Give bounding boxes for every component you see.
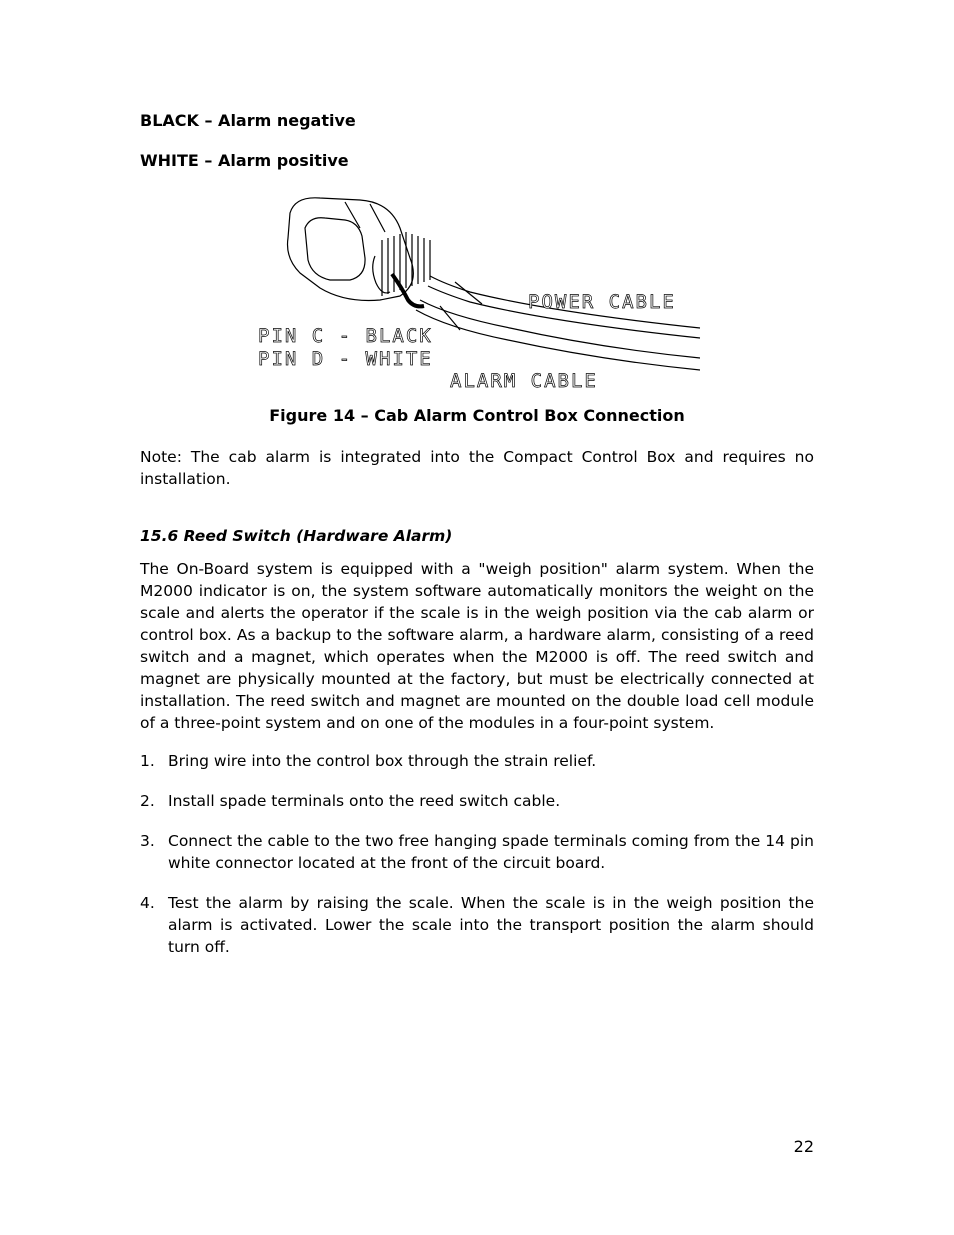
step-text: Test the alarm by raising the scale. When the scale is in the weigh position the alarm is activated. Lower the scale into the transport position the alarm should turn off. xyxy=(168,894,814,956)
page-number: 22 xyxy=(793,1137,814,1156)
list-item xyxy=(140,790,814,812)
section-body: The On-Board system is equipped with a "weigh position" alarm system. When the M2000 indicator is on, the system software automatically monitors the weight on the scale and alerts the operator if the scale is in the weigh position via the cab alarm or control box. As a backup to the software alarm, a hardware alarm, consisting of a reed switch and a magnet, which operates when the M2000 is off. The reed switch and magnet are physically mounted at the factory, but must be electrically connected at installation. The reed switch and magnet are mounted on the double load cell module of a three-point system and on one of the modules in a four-point system. xyxy=(140,560,814,732)
step-number: 2. xyxy=(140,792,155,810)
step-number: 3. xyxy=(140,832,155,850)
pin-d-label: PIN D - WHITE xyxy=(258,348,433,370)
figure-caption: Figure 14 – Cab Alarm Control Box Connection xyxy=(269,406,685,425)
step-text: Install spade terminals onto the reed switch cable. xyxy=(168,792,561,810)
step-number: 1. xyxy=(140,752,155,770)
list-item xyxy=(140,750,814,772)
step-number: 4. xyxy=(140,894,155,912)
step-text: Bring wire into the control box through the strain relief. xyxy=(168,752,597,770)
wire-color-black: BLACK – Alarm negative xyxy=(140,111,356,130)
list-item xyxy=(140,892,814,958)
connector-drawing xyxy=(250,188,710,398)
alarm-cable-label: ALARM CABLE xyxy=(450,370,598,392)
section-heading: 15.6 Reed Switch (Hardware Alarm) xyxy=(140,527,453,545)
step-text: Connect the cable to the two free hanging spade terminals coming from the 14 pin white connector located at the front of the circuit board. xyxy=(168,832,814,872)
pin-c-label: PIN C - BLACK xyxy=(258,325,433,347)
steps-list xyxy=(140,750,814,976)
connector-diagram xyxy=(250,188,710,398)
note-paragraph: Note: The cab alarm is integrated into the Compact Control Box and requires no installation. xyxy=(140,448,814,488)
list-item xyxy=(140,830,814,874)
power-cable-label: POWER CABLE xyxy=(528,291,676,313)
wire-color-white: WHITE – Alarm positive xyxy=(140,151,349,170)
